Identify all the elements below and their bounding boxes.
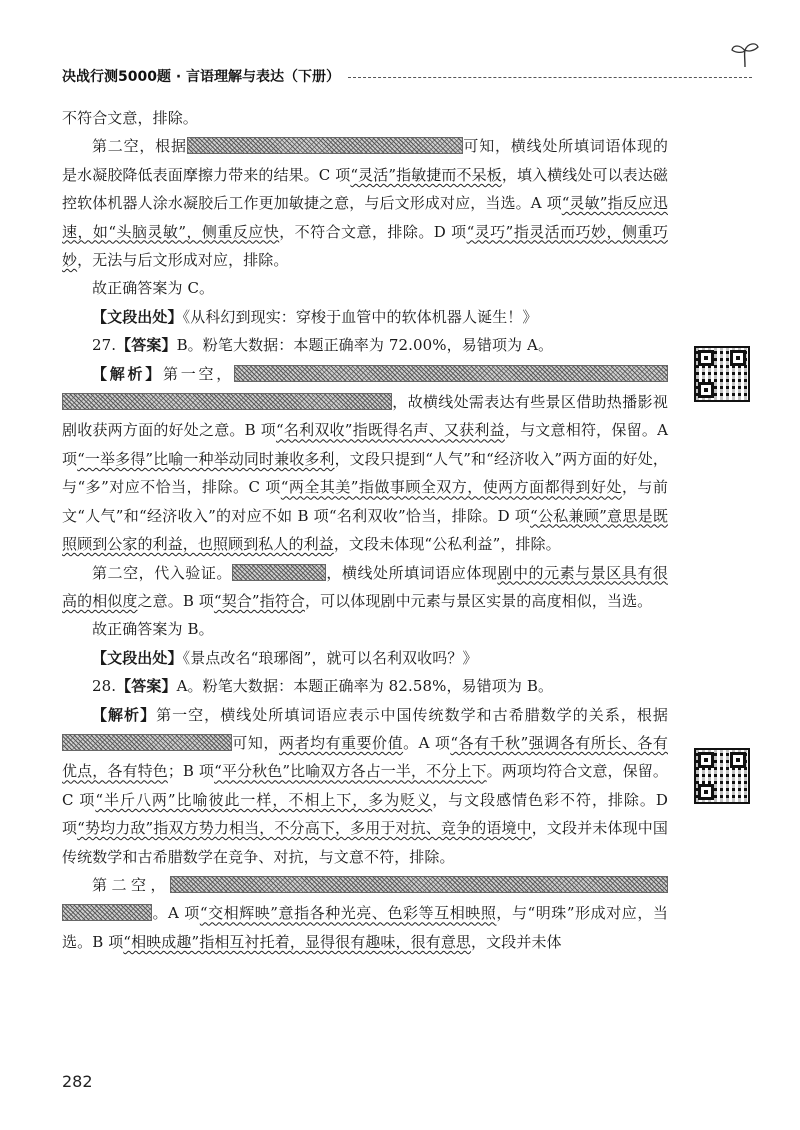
- paragraph: 不符合文意，排除。: [62, 109, 198, 127]
- text: ，无法与后文形成对应，排除。: [77, 251, 289, 270]
- book-title: 决战行测5000题 · 言语理解与表达（下册）: [62, 69, 341, 85]
- redacted-text: [170, 876, 668, 893]
- highlighted-text: “平分秋色”比喻双方各占一半，不分上下: [214, 762, 487, 781]
- paragraph: [62, 559, 668, 616]
- text: 第二空，代入验证。: [92, 563, 232, 582]
- paragraph: [62, 871, 668, 956]
- text: ，横线处所填词语应体现: [325, 563, 498, 582]
- redacted-text: [187, 137, 463, 154]
- highlighted-text: “灵敏”指反应迅速，如“头脑灵敏”，侧重反应快: [62, 194, 668, 241]
- paragraph: [62, 132, 668, 274]
- section-label: 【解析】: [92, 364, 163, 383]
- highlighted-text: “契合”指符合: [213, 591, 305, 610]
- highlighted-text: “交相辉映”意指各种光亮、色彩等互相映照: [199, 904, 497, 923]
- answer-content: [62, 104, 668, 956]
- highlighted-text: “半斤八两”比喻彼此一样，不相上下，多为贬义: [95, 790, 433, 809]
- text: ，与前文“人气”和“经济收入”的对应不如 B 项“名利双收”恰当，排除。D 项: [62, 478, 668, 525]
- text: 之意。B 项: [137, 591, 214, 610]
- text: 第一空，横线处所填词语应表示中国传统数学和古希腊数学的关系，根据: [156, 705, 669, 724]
- paragraph: [62, 701, 668, 871]
- section-label: 【答案】: [116, 677, 177, 696]
- text: 。A 项: [152, 904, 200, 923]
- source-line: [62, 303, 668, 331]
- section-label: 【文段出处】: [92, 307, 183, 326]
- running-header: [62, 64, 752, 88]
- text: ，与文段感情色彩不符，排除。D 项: [62, 790, 669, 838]
- redacted-text: [232, 564, 326, 581]
- highlighted-text: “灵活”指敏捷而不呆板: [350, 165, 502, 184]
- paragraph: 故正确答案为 B。: [92, 620, 214, 639]
- text: ，与文意相符，保留。A 项: [62, 421, 668, 468]
- text: 可知，: [232, 733, 279, 752]
- text: 《景点改名“琅琊阁”，就可以名利双收吗？》: [182, 648, 478, 667]
- question-number: 27.: [92, 336, 117, 355]
- section-label: 【答案】: [116, 336, 177, 355]
- text: ，故横线处需表达有些景区借助热播影视剧收获两方面的好处之意。B 项: [62, 393, 668, 440]
- answer-line: [62, 672, 668, 700]
- text: ，文段只提到“人气”和“经济收入”两方面的好处，与“多”对应不恰当，排除。C 项: [62, 449, 669, 497]
- page-number: 282: [62, 1072, 93, 1091]
- text: ，文段未体现“公私利益”，排除。: [333, 535, 561, 554]
- text: B。粉笔大数据：本题正确率为 72.00%，易错项为 A。: [176, 336, 554, 355]
- text: ，可以体现剧中元素与景区实景的高度相似，当选。: [304, 591, 653, 610]
- redacted-text: [234, 365, 668, 382]
- redacted-text: [62, 734, 232, 751]
- text: ，文段并未体: [471, 932, 562, 951]
- text: 第二空，: [92, 875, 170, 894]
- text: ，不符合文意，排除。D 项: [279, 222, 467, 241]
- text: 。两项均符合文意，保留。C 项: [62, 762, 669, 809]
- source-line: [62, 644, 668, 672]
- answer-line: [62, 331, 668, 359]
- highlighted-text: 剧中的元素与景区具有很高的相似度: [62, 563, 668, 610]
- text: ，填入横线处可以表达磁控软体机器人涂水凝胶后工作更加敏捷之意，与后文形成对应，当选。A 项: [62, 165, 668, 213]
- qr-code-icon[interactable]: [694, 346, 750, 402]
- text: 。A 项: [403, 733, 451, 752]
- highlighted-text: “两全其美”指做事顾全双方，使两方面都得到好处: [280, 478, 622, 497]
- highlighted-text: “相映成趣”指相互衬托着，显得很有趣味，很有意思: [123, 932, 472, 951]
- highlighted-text: “名利双收”指既得名声、又获利益: [275, 421, 505, 440]
- highlighted-text: “一举多得”比喻一种举动同时兼收多利: [77, 449, 335, 468]
- text: 可知，横线处所填词语体现的是水凝胶降低表面摩擦力带来的结果。C 项: [62, 137, 668, 184]
- text: ，与“明珠”形成对应，当选。B 项: [62, 904, 668, 951]
- qr-code-icon[interactable]: [694, 748, 750, 804]
- text: 第二空，根据: [92, 137, 187, 156]
- header-dashed-rule: [348, 77, 752, 78]
- text: 第一空，: [163, 364, 234, 383]
- text: 《从科幻到现实：穿梭于血管中的软体机器人诞生！》: [182, 307, 538, 326]
- sprout-icon: [730, 40, 760, 68]
- section-label: 【解析】: [92, 705, 157, 724]
- question-number: 28.: [92, 677, 117, 696]
- paragraph: [62, 360, 668, 559]
- redacted-text: [62, 904, 152, 921]
- redacted-text: [62, 393, 392, 410]
- highlighted-text: 两者均有重要价值: [278, 733, 404, 752]
- highlighted-text: “灵巧”指灵活而巧妙，侧重巧妙: [62, 222, 668, 270]
- paragraph: 故正确答案为 C。: [92, 279, 215, 298]
- text: ；B 项: [167, 762, 215, 781]
- text: ，文段并未体现中国传统数学和古希腊数学在竞争、对抗，与文意不符，排除。: [62, 819, 668, 866]
- section-label: 【文段出处】: [92, 648, 183, 667]
- highlighted-text: “势均力敌”指双方势力相当，不分高下，多用于对抗、竞争的语境中: [77, 819, 532, 838]
- text: A。粉笔大数据：本题正确率为 82.58%，易错项为 B。: [176, 677, 554, 696]
- highlighted-text: “各有千秋”强调各有所长、各有优点，各有特色: [62, 733, 668, 781]
- highlighted-text: “公私兼顾”意思是既照顾到公家的利益，也照顾到私人的利益: [62, 506, 668, 554]
